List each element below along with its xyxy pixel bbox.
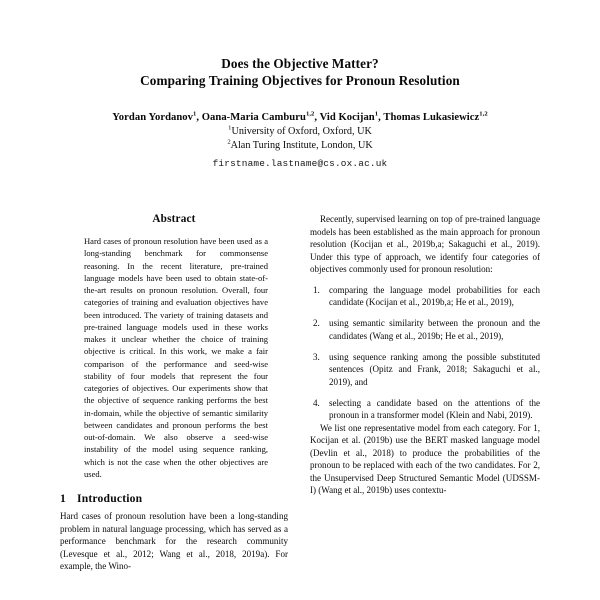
objective-categories-list: [310, 284, 540, 422]
list-marker: 3.: [313, 351, 320, 362]
list-marker: 2.: [313, 318, 320, 328]
list-item-text: selecting a candidate based on the attentions of the pronoun in a transformer model (Klein and Nabi, 2019).: [329, 397, 540, 420]
list-item: [310, 351, 540, 389]
list-item: [310, 284, 540, 309]
section-number: 1: [60, 492, 66, 505]
section-title: Introduction: [77, 492, 143, 505]
list-item: [310, 397, 540, 422]
section-heading-introduction: [60, 492, 288, 505]
list-item: [310, 317, 540, 342]
list-marker: 1.: [313, 284, 320, 295]
title-block: [60, 46, 540, 99]
title-line-2: Comparing Training Objectives for Pronoun Resolution: [140, 73, 460, 89]
right-paragraph-2: We list one representative model from each category. For 1, Kocijan et al. (2019b) use the BERT masked language model (Devlin et al., 2018) to produce the probabilities of the pronoun to be replaced with each of the two candidates. For 2, the Unsupervised Deep Structured Semantic Model (UDSSM-I) (Wang et al., 2019b) uses contextu-: [310, 422, 540, 495]
list-item-text: comparing the language model probabilities for each candidate (Kocijan et al., 2019b,a; He et al., 2019),: [329, 284, 540, 307]
right-paragraph-1: Recently, supervised learning on top of pre-trained language models has been established as the main approach for pronoun resolution (Kocijan et al., 2019b,a; Sakaguchi et al., 2019). Under this type of approach, we identify four categories of objectives commonly used for pronoun resolution:: [310, 214, 540, 274]
list-item-text: using semantic similarity between the pronoun and the candidates (Wang et al., 2019b; He et al., 2019),: [329, 318, 540, 341]
list-marker: 4.: [313, 397, 320, 408]
list-item-text: using sequence ranking among the possible substituted sentences (Opitz and Frank, 2018; Sakaguchi et al., 2019), and: [329, 351, 540, 387]
right-column: [310, 213, 540, 497]
page-title: [60, 55, 540, 90]
author-names: Yordan Yordanov$^1$, Oana-Maria Camburu$^{1,2}$, Vid Kocijan$^1$, Thomas Lukasiewicz$^{1,2}$: [112, 110, 488, 123]
left-column: [60, 213, 288, 573]
affiliation-2: $^2$Alan Turing Institute, London, UK: [227, 138, 373, 152]
contact-email: firstname.lastname@cs.ox.ac.uk: [212, 158, 388, 170]
abstract-heading: Abstract: [152, 213, 196, 225]
introduction-paragraph-1: Hard cases of pronoun resolution have been a long-standing problem in natural language processing, which has served as a performance benchmark for the research community (Levesque et al., 2012; Wang et al., 2018, 2019a). For example, the Wino-: [60, 511, 288, 571]
authors-block: [40, 110, 560, 172]
affiliation-1: $^1$University of Oxford, Oxford, UK: [228, 124, 372, 137]
title-line-1: Does the Objective Matter?: [221, 55, 379, 71]
abstract-body: Hard cases of pronoun resolution have been used as a long-standing benchmark for commonsense reasoning. In the recent literature, pre-trained language models have been used to obtain state-of-the-art results on pronoun resolution. Overall, four categories of training and evaluation objectives have been introduced. The variety of training datasets and pre-trained language models used in these works makes it unclear whether the choice of training objective is critical. In this work, we make a fair comparison of the performance and seed-wise stability of four models that represent the four categories of objectives. Our experiments show that the objective of sequence ranking performs the best in-domain, while the objective of semantic similarity between candidates and pronoun performs the best out-of-domain. We also observe a seed-wise instability of the model using sequence ranking, which is not the case when the other objectives are used.: [84, 236, 268, 479]
